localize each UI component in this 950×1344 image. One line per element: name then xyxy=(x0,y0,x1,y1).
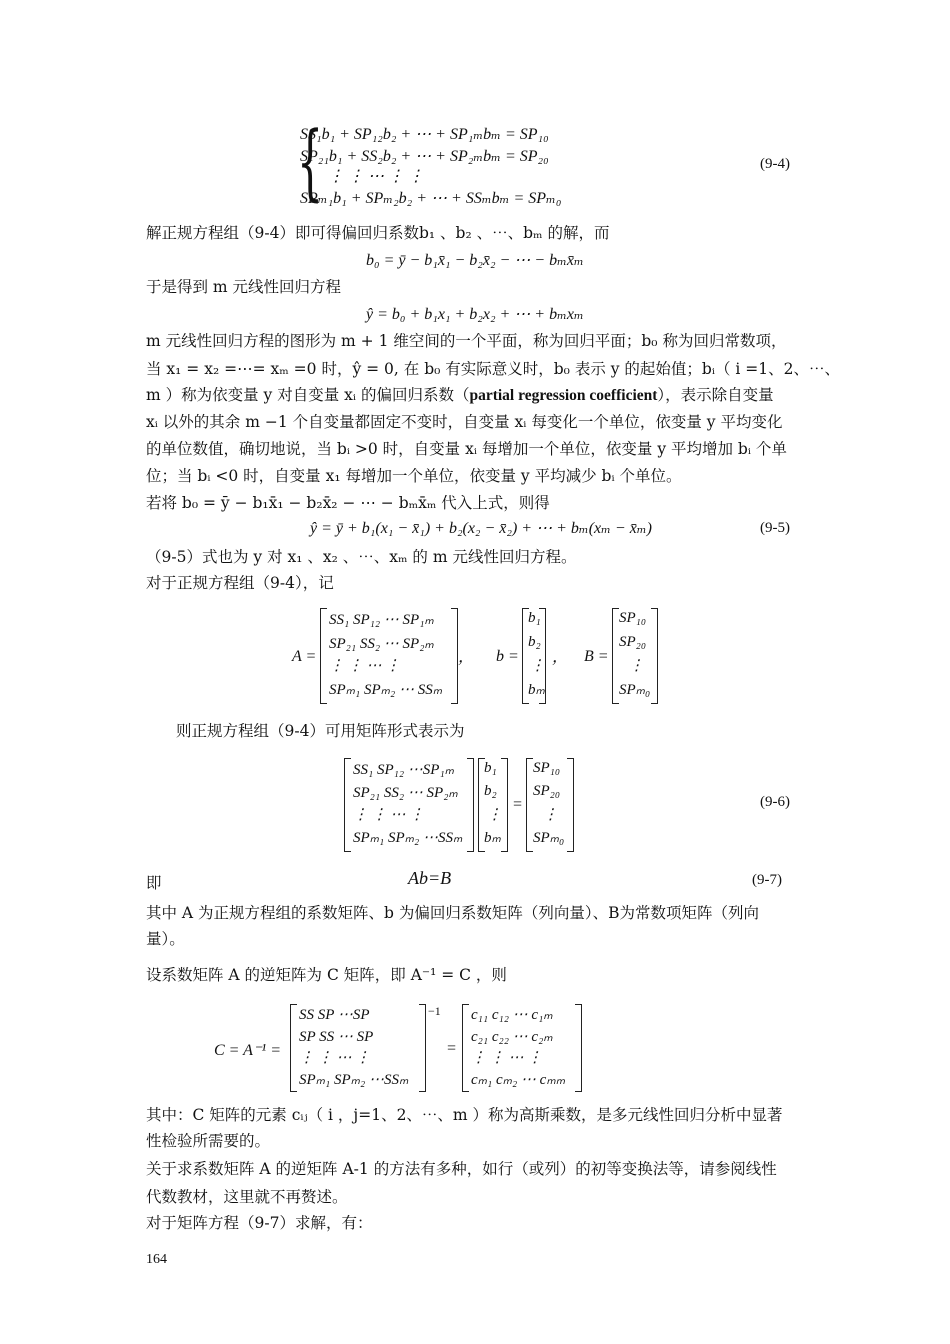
paragraph: 关于求系数矩阵 A 的逆矩阵 A-1 的方法有多种，如行（或列）的初等变换法等，请参阅线性 xyxy=(146,1160,777,1178)
paragraph: 当 x₁ = x₂ =⋯= xₘ =0 时，ŷ = 0, 在 b₀ 有实际意义时，b₀ 表示 y 的起始值；bᵢ（ i =1、2、⋯、 xyxy=(146,360,840,378)
matrix-row: SPₘ₀ xyxy=(533,830,565,846)
matrix-row: SS₁ SP₁₂ ⋯SP₁ₘ xyxy=(353,762,455,778)
matrix-row: ⋮ ⋮ ⋯ ⋮ xyxy=(471,1050,543,1066)
matrix-row: ⋮ xyxy=(543,807,558,823)
matrix-row: c₂₁ c₂₂ ⋯ c₂ₘ xyxy=(471,1029,553,1045)
matrix-row: SP₂₀ xyxy=(533,783,561,799)
matrix-row: c₁₁ c₁₂ ⋯ c₁ₘ xyxy=(471,1007,553,1023)
matrix-row: SPₘ₀ xyxy=(619,682,651,698)
matrix-row: SP₂₁ SS₂ ⋯ SP₂ₘ xyxy=(329,636,434,652)
matrix-row: SP₁₀ xyxy=(533,760,561,776)
equation-97: Ab=B xyxy=(408,868,452,888)
paragraph-text: m ）称为依变量 y 对自变量 xᵢ 的偏回归系数（ xyxy=(146,386,470,404)
paragraph: 性检验所需要的。 xyxy=(146,1132,271,1150)
matrix-row: SPₘ₁ SPₘ₂ ⋯SSₘ xyxy=(299,1072,409,1088)
matrix-row: cₘ₁ cₘ₂ ⋯ cₘₘ xyxy=(471,1072,566,1088)
matrix-row: bₘ xyxy=(484,830,501,846)
matrix-label: A = xyxy=(292,648,317,665)
paragraph: 设系数矩阵 A 的逆矩阵为 C 矩阵，即 A⁻¹ = C ，则 xyxy=(146,966,507,984)
eq94-row: SS₁b₁ + SP₁₂b₂ + ⋯ + SP₁ₘbₘ = SP₁₀ xyxy=(300,126,549,143)
comma: ， xyxy=(552,649,569,666)
matrix-row: ⋮ ⋮ ⋯ ⋮ xyxy=(329,658,401,674)
equation-number: (9-6) xyxy=(760,794,790,810)
matrix-row: SP₂₀ xyxy=(619,634,647,650)
matrix-b xyxy=(522,608,546,704)
paragraph-with-term xyxy=(146,384,806,407)
equals-sign: = xyxy=(446,1040,457,1057)
matrix-bigb-96 xyxy=(526,758,574,852)
paragraph: 解正规方程组（9-4）即可得偏回归系数b₁ 、b₂ 、⋯、bₘ 的解，而 xyxy=(146,224,610,242)
matrix-row: b₂ xyxy=(484,783,497,799)
page-number: 164 xyxy=(146,1252,167,1267)
matrix-row: ⋮ ⋮ ⋯ ⋮ xyxy=(299,1050,371,1066)
paragraph: 量）。 xyxy=(146,930,185,948)
equation-number: (9-7) xyxy=(752,872,782,888)
matrix-a-96 xyxy=(344,758,474,852)
paragraph: 位；当 bᵢ <0 时，自变量 x₁ 每增加一个单位，依变量 y 平均减少 bᵢ 个单位。 xyxy=(146,467,682,485)
eq94-row: SP₂₁b₁ + SS₂b₂ + ⋯ + SP₂ₘbₘ = SP₂₀ xyxy=(300,148,549,165)
paragraph: 代数教材，这里就不再赘述。 xyxy=(146,1188,348,1206)
matrix-row: ⋮ xyxy=(530,658,545,674)
matrix-row: bₘ xyxy=(528,682,545,698)
matrix-label: C = A⁻¹ = xyxy=(214,1042,281,1059)
paragraph-text: ），表示除自变量 xyxy=(657,386,774,404)
eq94-row: ⋮ ⋮ ⋯ ⋮ ⋮ xyxy=(328,168,424,185)
matrix-row: b₂ xyxy=(528,634,541,650)
matrix-bigb xyxy=(612,608,658,704)
equation-yhat: ŷ = b₀ + b₁x₁ + b₂x₂ + ⋯ + bₘxₘ xyxy=(366,306,584,323)
matrix-a xyxy=(320,608,458,704)
paragraph: 则正规方程组（9-4）可用矩阵形式表示为 xyxy=(176,722,465,740)
matrix-row: ⋮ xyxy=(629,658,644,674)
equation-number: (9-5) xyxy=(760,520,790,536)
matrix-row: SPₘ₁ SPₘ₂ ⋯ SSₘ xyxy=(329,682,443,698)
matrix-row: SP₂₁ SS₂ ⋯ SP₂ₘ xyxy=(353,785,458,801)
left-brace: { xyxy=(297,115,324,210)
matrix-row: SS₁ SP₁₂ ⋯ SP₁ₘ xyxy=(329,612,434,628)
paragraph: 对于矩阵方程（9-7）求解，有： xyxy=(146,1214,373,1232)
matrix-label: B = xyxy=(584,648,609,665)
matrix-row: b₁ xyxy=(528,610,541,626)
matrix-row: SP SS ⋯ SP xyxy=(299,1029,374,1045)
paragraph: 的单位数值，确切地说，当 bᵢ >0 时，自变量 xᵢ 每增加一个单位，依变量 y 平均增加 bᵢ 个单 xyxy=(146,440,787,458)
paragraph: （9-5）式也为 y 对 x₁ 、x₂ 、⋯、xₘ 的 m 元线性回归方程。 xyxy=(146,548,577,566)
paragraph: 其中 A 为正规方程组的系数矩阵、b 为偏回归系数矩阵（列向量）、B为常数项矩阵（列向 xyxy=(146,904,760,922)
matrix-row: b₁ xyxy=(484,760,497,776)
matrix-a-inverse xyxy=(290,1004,426,1092)
matrix-row: ⋮ xyxy=(487,807,502,823)
paragraph: 对于正规方程组（9-4），记 xyxy=(146,574,334,592)
inverse-superscript: −1 xyxy=(428,1004,441,1018)
matrix-row: ⋮ ⋮ ⋯ ⋮ xyxy=(353,807,425,823)
paragraph: 于是得到 m 元线性回归方程 xyxy=(146,278,342,296)
matrix-row: SS SP ⋯SP xyxy=(299,1007,370,1023)
matrix-c xyxy=(462,1004,582,1092)
equals-sign: = xyxy=(512,796,523,813)
paragraph: 即 xyxy=(146,874,162,892)
paragraph: 其中：C 矩阵的元素 cᵢⱼ（ i ，j=1、2、⋯、m ）称为高斯乘数，是多元线性回归分析中显著 xyxy=(146,1106,783,1124)
matrix-label: b = xyxy=(496,648,519,665)
equation-number: (9-4) xyxy=(760,156,790,172)
comma: ， xyxy=(458,649,475,666)
equation-95: ŷ = ȳ + b₁(x₁ − x̄₁) + b₂(x₂ − x̄₂) + ⋯ + bₘ(xₘ − x̄ₘ) xyxy=(310,520,652,537)
matrix-b-96 xyxy=(478,758,508,852)
paragraph: 若将 b₀ = ȳ − b₁x̄₁ − b₂x̄₂ − ⋯ − bₘx̄ₘ 代入上式，则得 xyxy=(146,494,550,512)
matrix-row: SP₁₀ xyxy=(619,610,647,626)
equation-b0: b₀ = ȳ − b₁x̄₁ − b₂x̄₂ − ⋯ − bₘx̄ₘ xyxy=(366,252,584,269)
english-term: partial regression coefficient xyxy=(469,387,658,404)
eq94-row: SPₘ₁b₁ + SPₘ₂b₂ + ⋯ + SSₘbₘ = SPₘ₀ xyxy=(300,190,562,207)
paragraph: xᵢ 以外的其余 m −1 个自变量都固定不变时，自变量 xᵢ 每变化一个单位，依变量 y 平均变化 xyxy=(146,413,783,431)
paragraph: m 元线性回归方程的图形为 m + 1 维空间的一个平面，称为回归平面；b₀ 称为回归常数项， xyxy=(146,332,787,350)
matrix-row: SPₘ₁ SPₘ₂ ⋯SSₘ xyxy=(353,830,463,846)
